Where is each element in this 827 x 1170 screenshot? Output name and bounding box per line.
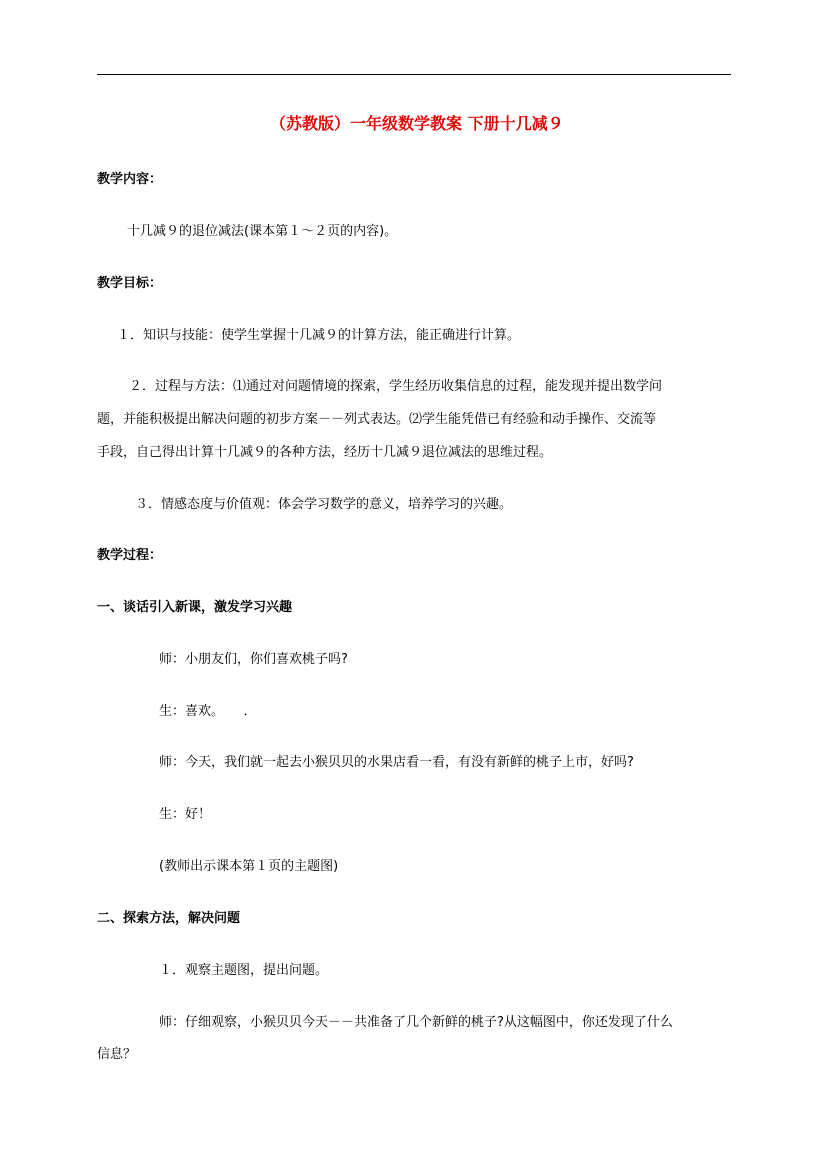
part-2-heading: 二、探索方法，解决问题 [97,911,241,926]
content-text: 十几减９的退位减法(课本第１～２页的内容)。 [127,224,398,239]
document-title: （苏教版）一年级数学教案 下册十几减９ [270,114,564,133]
dialog-line: 师：仔细观察，小猴贝贝今天－－共准备了几个新鲜的桃子?从这幅图中，你还发现了什么 [159,1015,673,1030]
dialog-line: 师：小朋友们，你们喜欢桃子吗? [159,652,348,667]
goal-2-line-2: 题，并能积极提出解决问题的初步方案－－列式表达。⑵学生能凭借已有经验和动手操作、交流等 [97,412,657,427]
part-1-heading: 一、谈话引入新课，激发学习兴趣 [97,600,293,615]
dialog-line: 生：喜欢。 ． [159,704,257,719]
dialog-line: 师：今天，我们就一起去小猴贝贝的水果店看一看，有没有新鲜的桃子上市，好吗? [159,755,634,770]
goal-2-line-3: 手段，自己得出计算十几减９的各种方法，经历十几减９退位减法的思维过程。 [97,445,553,460]
process-heading: 教学过程： [97,548,163,563]
goal-2-line-1: ２．过程与方法：⑴通过对问题情境的探索，学生经历收集信息的过程，能发现并提出数学问 [129,379,663,394]
teacher-note: (教师出示课本第１页的主题图) [159,859,339,874]
dialog-line: 生：好！ [159,807,212,822]
goals-heading: 教学目标： [97,276,163,291]
content-heading: 教学内容： [97,172,163,187]
goal-1: １．知识与技能：使学生掌握十几减９的计算方法，能正确进行计算。 [117,328,521,343]
dialog-line-continued: 信息？ [97,1047,137,1062]
header-rule [97,74,731,75]
goal-3: ３．情感态度与价值观：体会学习数学的意义，培养学习的兴趣。 [135,497,513,512]
step-1: １．观察主题图，提出问题。 [159,963,329,978]
